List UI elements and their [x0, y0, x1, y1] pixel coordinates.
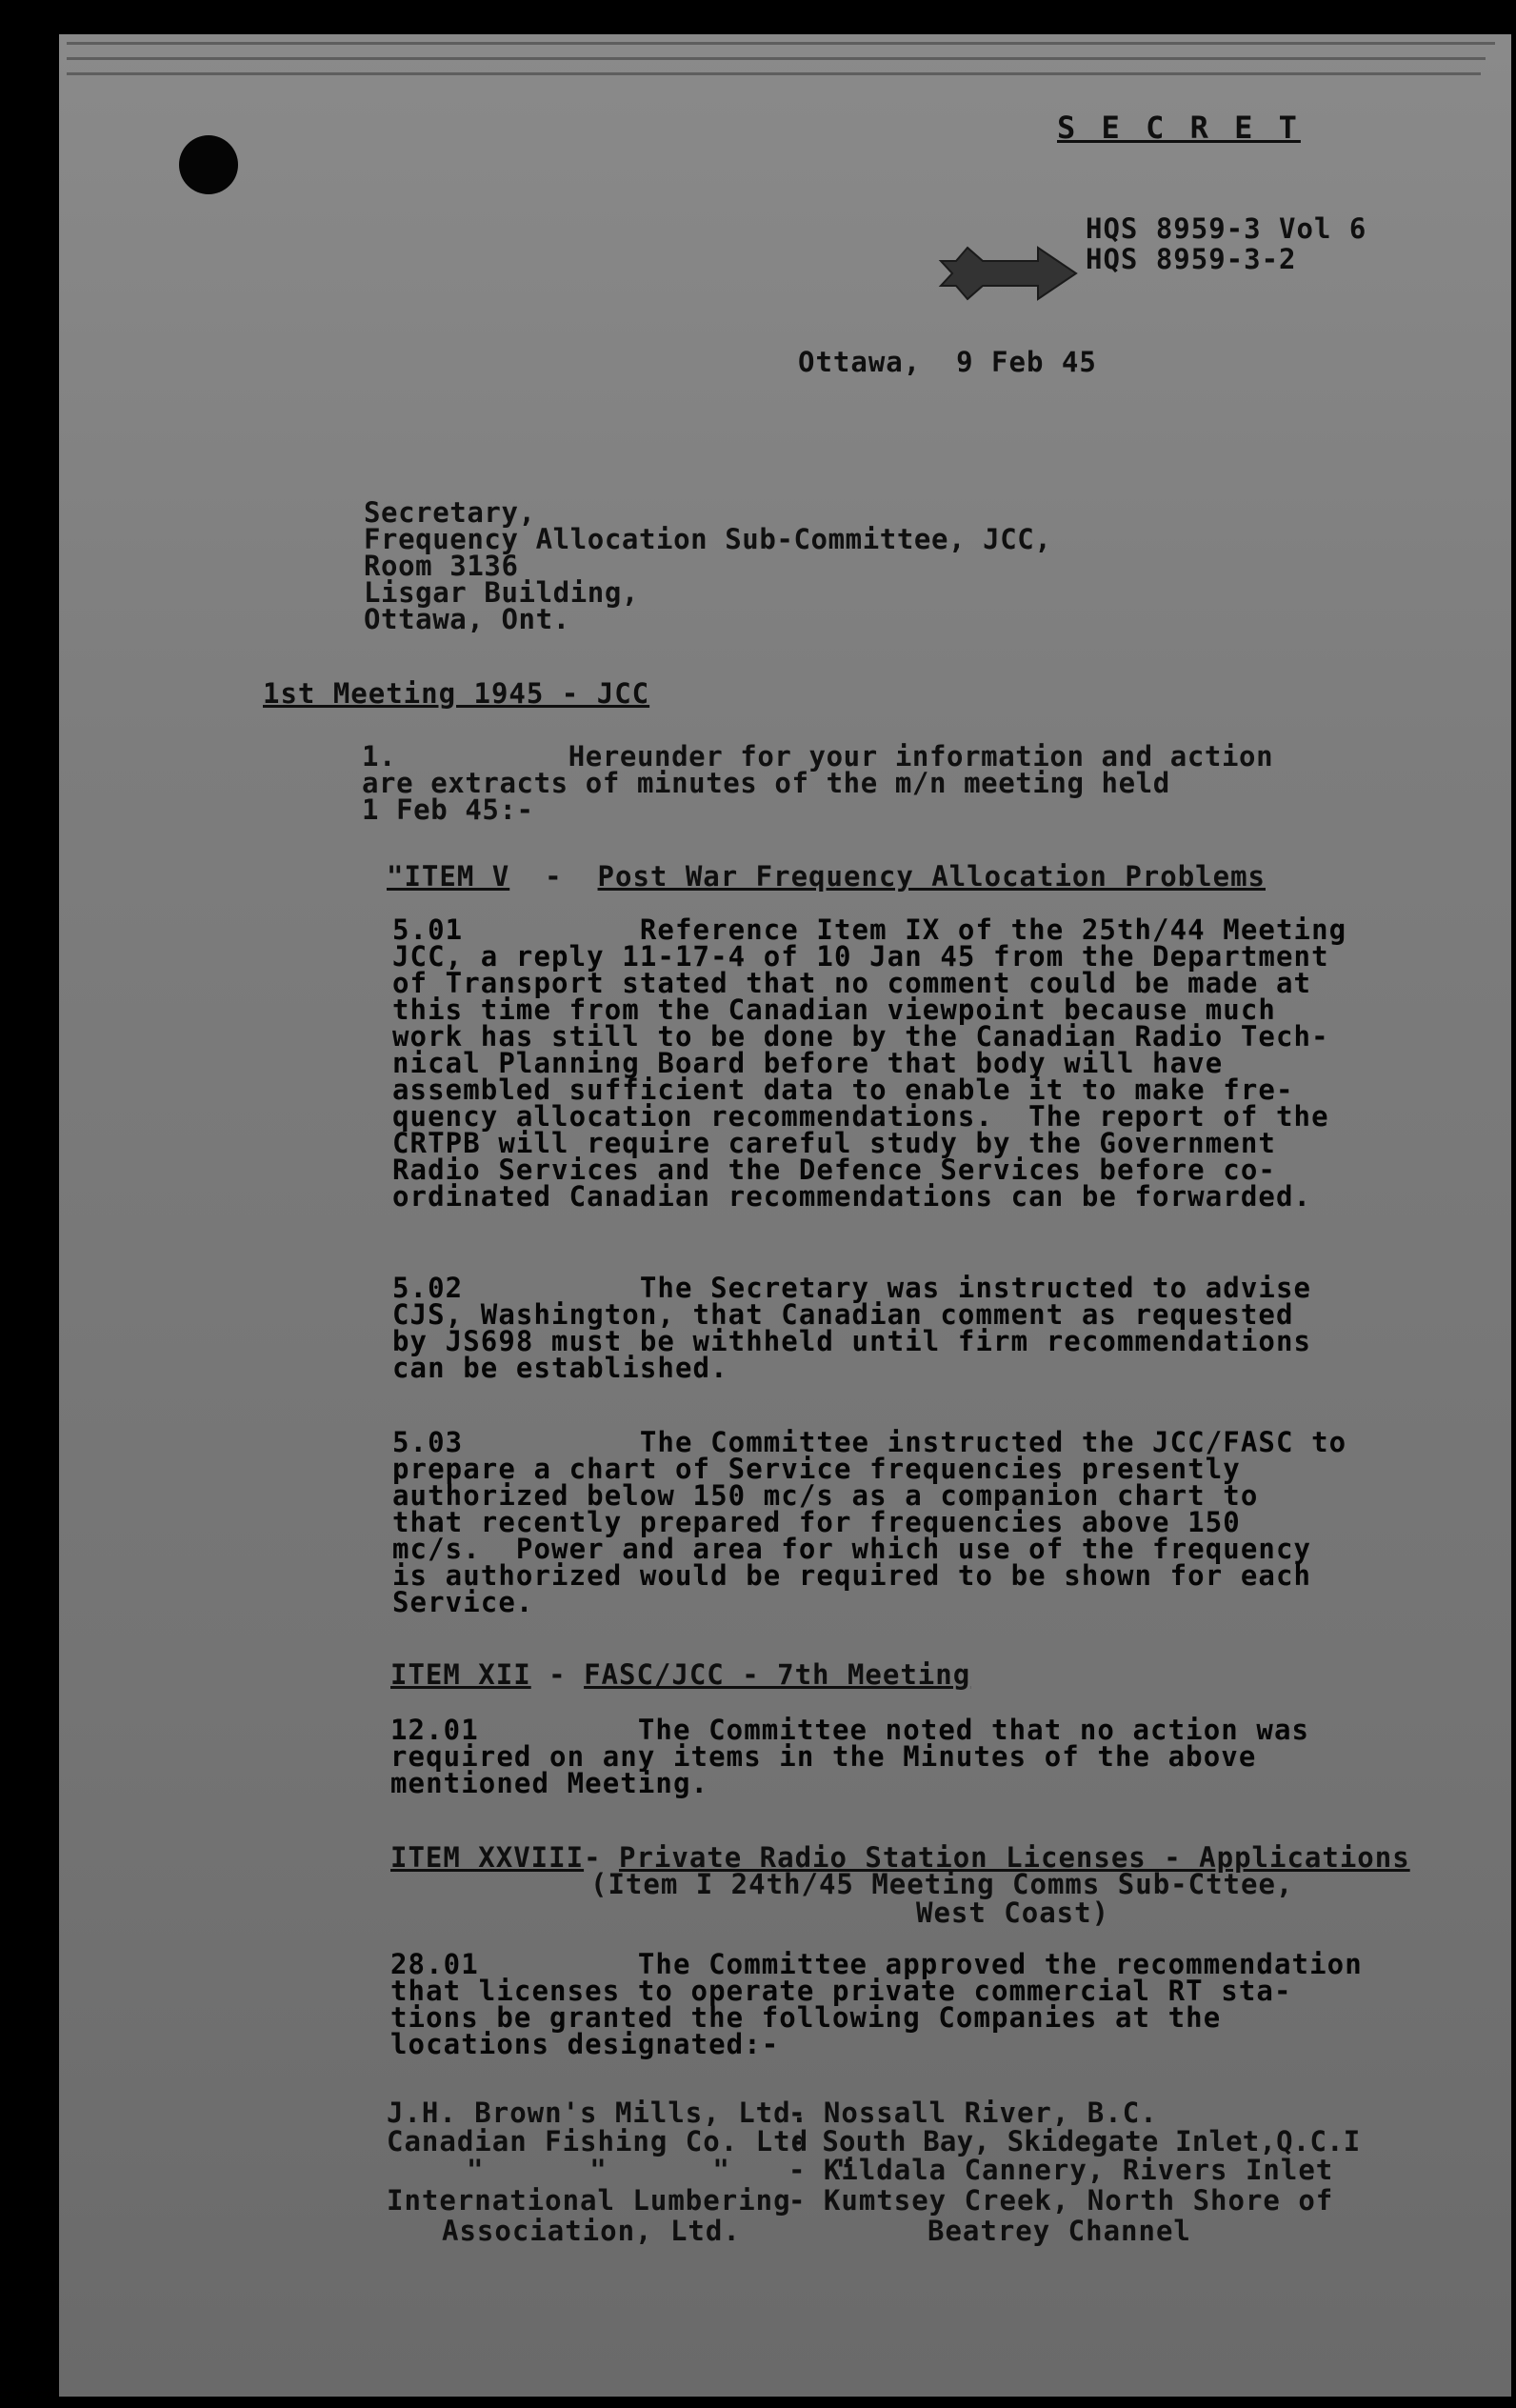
addressee-line: Ottawa, Ont. [364, 603, 570, 635]
paragraph-5-01 [392, 913, 1347, 1213]
text-line: 5.01 Reference Item IX of the 25th/44 Meeting [392, 913, 1347, 946]
addressee-line: Room 3136 [364, 550, 519, 582]
text-line: that licenses to operate private commercial RT sta- [390, 1975, 1292, 2007]
classification-stamp: S E C R E T [1057, 110, 1301, 146]
text-line: JCC, a reply 11-17-4 of 10 Jan 45 from the Department [392, 940, 1329, 973]
paragraph-28-01 [390, 1948, 1363, 2060]
text-line: locations designated:- [390, 2028, 780, 2060]
paragraph-1 [362, 740, 1274, 826]
company-location: - Kumtsey Creek, North Shore of [788, 2184, 1334, 2217]
punch-hole [179, 135, 238, 194]
text-line: nical Planning Board before that body will have [392, 1047, 1224, 1079]
place-date: Ottawa, 9 Feb 45 [798, 346, 1097, 378]
text-line: Radio Services and the Defence Services before co- [392, 1154, 1276, 1186]
text-line: 28.01 The Committee approved the recommendation [390, 1948, 1363, 1980]
item-title: Private Radio Station Licenses - Applications [618, 1841, 1410, 1874]
item-xxviii-subtitle: West Coast) [916, 1896, 1110, 1929]
text-line: authorized below 150 mc/s as a companion chart to [392, 1479, 1259, 1512]
addressee-line: Secretary, [364, 496, 536, 529]
text-line: 1. Hereunder for your information and action [362, 740, 1274, 773]
text-line: mentioned Meeting. [390, 1767, 709, 1799]
company-name: International Lumbering [387, 2184, 791, 2217]
item-xxviii-heading: ITEM XXVIII- Private Radio Station Licenses - Applications [390, 1841, 1410, 1874]
text-line: can be established. [392, 1352, 728, 1384]
text-line: work has still to be done by the Canadian Radio Tech- [392, 1020, 1329, 1053]
company-name: Canadian Fishing Co. Ltd [387, 2125, 809, 2157]
text-line: 1 Feb 45:- [362, 793, 534, 826]
addressee-line: Lisgar Building, [364, 576, 639, 609]
page-edge [67, 57, 1486, 60]
text-line: prepare a chart of Service frequencies presently [392, 1453, 1241, 1485]
text-line: CRTPB will require careful study by the Government [392, 1127, 1276, 1159]
addressee-line: Frequency Allocation Sub-Committee, JCC, [364, 523, 1052, 555]
file-reference: HQS 8959-3 Vol 6 [1086, 212, 1367, 245]
company-location: - Kildala Cannery, Rivers Inlet [788, 2154, 1334, 2186]
company-name: Association, Ltd. [442, 2215, 741, 2247]
paragraph-5-02 [392, 1272, 1312, 1384]
page-edge [67, 42, 1495, 45]
addressee-block [364, 496, 1052, 635]
paragraph-5-03 [392, 1426, 1347, 1618]
file-reference: HQS 8959-3-2 [1086, 243, 1297, 275]
item-label: ITEM XXVIII [390, 1841, 585, 1874]
text-line: that recently prepared for frequencies above 150 [392, 1506, 1241, 1538]
company-name: " " " " [467, 2154, 854, 2186]
item-label: ITEM XII [390, 1658, 531, 1691]
text-line: 5.02 The Secretary was instructed to advise [392, 1272, 1312, 1304]
company-location: - South Bay, Skidegate Inlet,Q.C.I [788, 2125, 1361, 2157]
page-edge [67, 72, 1481, 75]
text-line: assembled sufficient data to enable it to make fre- [392, 1074, 1294, 1106]
text-line: required on any items in the Minutes of the above [390, 1740, 1257, 1773]
text-line: tions be granted the following Companies at the [390, 2001, 1222, 2034]
text-line: CJS, Washington, that Canadian comment as requested [392, 1298, 1294, 1331]
text-line: of Transport stated that no comment could be made at [392, 967, 1312, 999]
company-location: Beatrey Channel [928, 2215, 1191, 2247]
item-v-heading: "ITEM V - Post War Frequency Allocation Problems [387, 860, 1266, 893]
text-line: Service. [392, 1586, 534, 1618]
item-label: "ITEM V [387, 860, 510, 893]
text-line: quency allocation recommendations. The report of the [392, 1100, 1329, 1133]
text-line: mc/s. Power and area for which use of the frequency [392, 1533, 1312, 1565]
text-line: this time from the Canadian viewpoint because much [392, 993, 1276, 1026]
item-title: Post War Frequency Allocation Problems [597, 860, 1266, 893]
text-line: are extracts of minutes of the m/n meeting held [362, 767, 1170, 799]
paragraph-12-01 [390, 1714, 1310, 1799]
company-name: J.H. Brown's Mills, Ltd. [387, 2097, 809, 2129]
item-xxviii-subtitle: (Item I 24th/45 Meeting Comms Sub-Cttee, [590, 1868, 1294, 1900]
company-location: - Nossall River, B.C. [788, 2097, 1158, 2129]
text-line: ordinated Canadian recommendations can be forwarded. [392, 1180, 1312, 1213]
text-line: by JS698 must be withheld until firm recommendations [392, 1325, 1312, 1357]
subject-line: 1st Meeting 1945 - JCC [263, 677, 650, 710]
item-title: FASC/JCC - 7th Meeting [584, 1658, 971, 1691]
text-line: is authorized would be required to be shown for each [392, 1559, 1312, 1592]
arrow-stamp-icon [933, 240, 1086, 307]
text-line: 12.01 The Committee noted that no action was [390, 1714, 1310, 1746]
item-xii-heading: ITEM XII - FASC/JCC - 7th Meeting [390, 1658, 971, 1691]
text-line: 5.03 The Committee instructed the JCC/FASC to [392, 1426, 1347, 1458]
